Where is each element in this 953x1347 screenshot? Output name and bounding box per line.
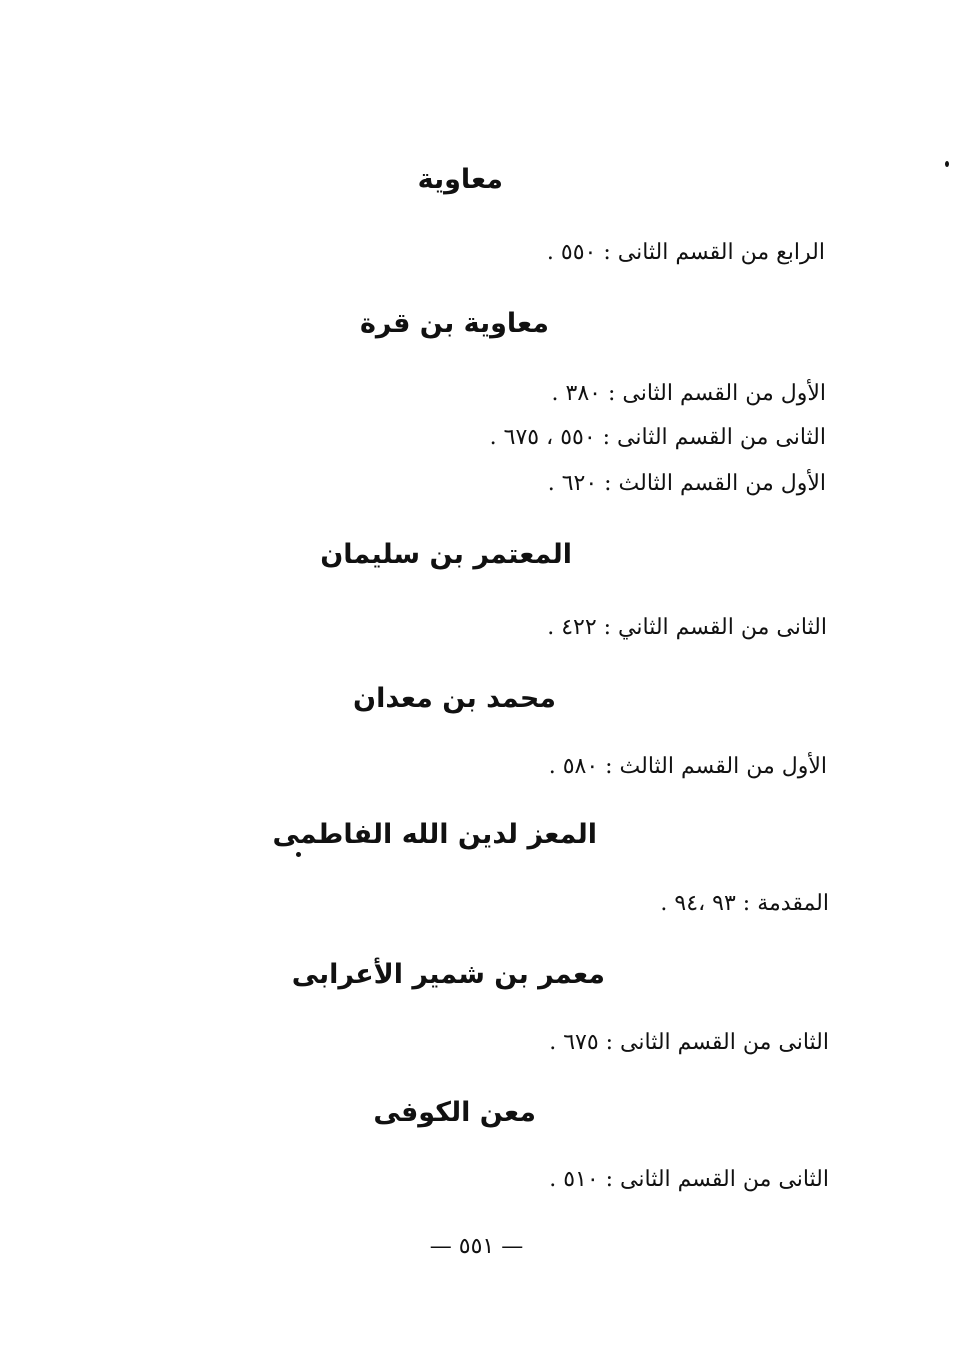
ink-speck bbox=[296, 852, 301, 857]
reference-entry: الثانى من القسم الثانى : ٥١٠ . bbox=[549, 1167, 829, 1192]
name-heading: المعتمر بن سليمان bbox=[320, 539, 572, 570]
reference-entry: الثانى من القسم الثانى : ٦٧٥ . bbox=[549, 1030, 829, 1055]
reference-entry: الأول من القسم الثالث : ٦٢٠ . bbox=[547, 471, 826, 496]
margin-speck bbox=[945, 161, 949, 167]
reference-entry: المقدمة : ٩٣ ،٩٤ . bbox=[660, 891, 829, 916]
reference-entry: الثانى من القسم الثانى : ٥٥٠ ، ٦٧٥ . bbox=[489, 425, 826, 450]
name-heading: معاوية bbox=[417, 164, 503, 195]
reference-entry: الأول من القسم الثالث : ٥٨٠ . bbox=[548, 754, 827, 779]
name-heading: المعز لدين الله الفاطمى bbox=[272, 819, 597, 850]
name-heading: محمد بن معدان bbox=[353, 683, 556, 714]
reference-entry: الأول من القسم الثانى : ٣٨٠ . bbox=[551, 381, 826, 406]
name-heading: معمر بن شمير الأعرابى bbox=[291, 959, 605, 990]
reference-entry: الرابع من القسم الثانى : ٥٥٠ . bbox=[546, 240, 825, 265]
page-number: — ٥٥١ — bbox=[429, 1234, 524, 1259]
reference-entry: الثانى من القسم الثاني : ٤٢٢ . bbox=[547, 615, 827, 640]
name-heading: معاوية بن قرة bbox=[359, 308, 549, 339]
name-heading: معن الكوفى bbox=[373, 1097, 536, 1128]
